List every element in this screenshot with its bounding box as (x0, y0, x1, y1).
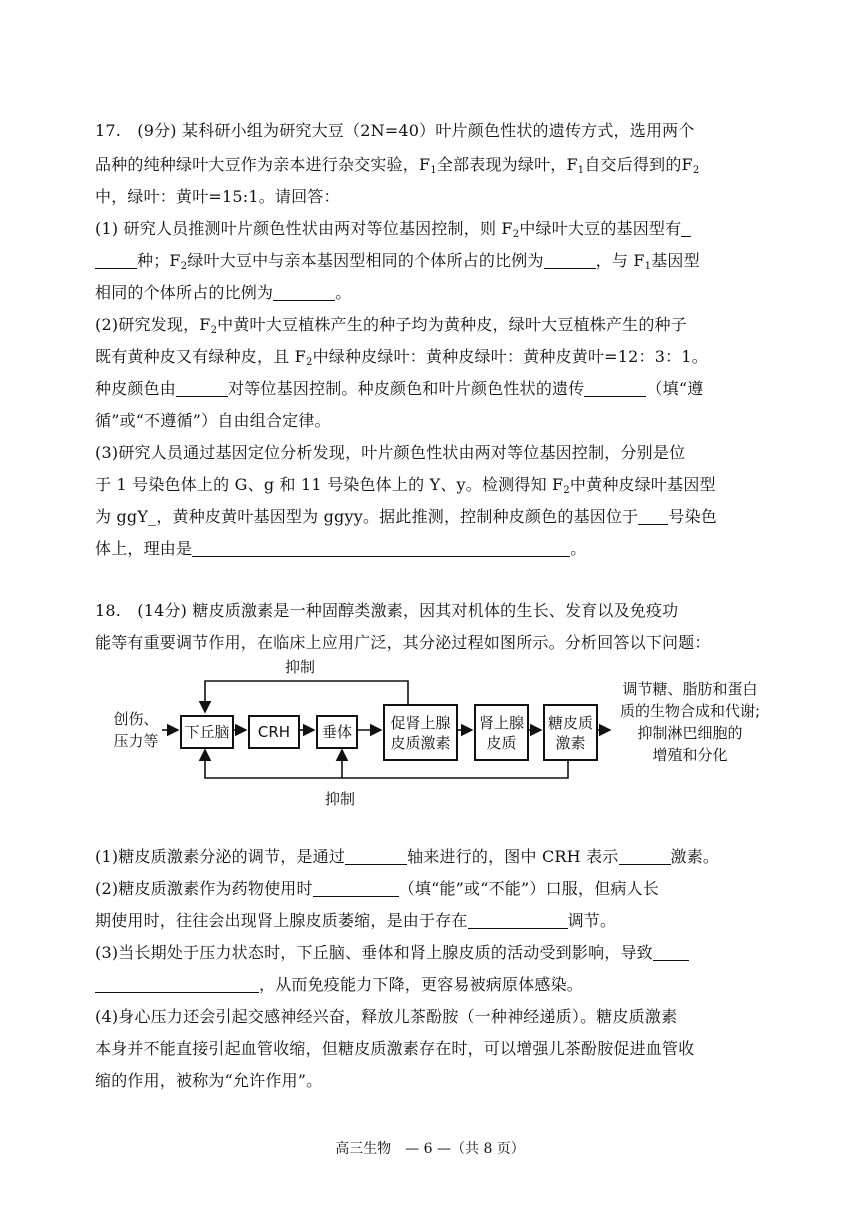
q17-part2-line-2: 既有黄种皮又有绿种皮，且 $F_2$中绿种皮绿叶：黄种皮绿叶：黄种皮黄叶=12：3：1。 (95, 347, 708, 368)
q17-part3-line-2: 于 1 号染色体上的 G、g 和 11 号染色体上的 Y、y。检测得知 $F_2$中黄种皮绿叶基因型 (95, 475, 716, 496)
acth-box: 促肾上腺 皮质激素 (383, 704, 458, 761)
q18-part3-line-2: ，从而免疫能力下降，更容易被病原体感染。 (95, 975, 583, 995)
q17-part3-line-4: 体上，理由是 。 (95, 539, 587, 558)
answer-blank[interactable] (176, 380, 228, 397)
q18-line-2: 能等有重要调节作用，在临床上应用广泛，其分泌过程如图所示。分析回答以下问题： (95, 633, 711, 652)
q17-part3-line-3: 为 ggY_，黄种皮黄叶基因型为 ggyy。据此推测，控制种皮颜色的基因位于 号染色 (95, 507, 717, 526)
glucocorticoid-box: 糖皮质 激素 (543, 704, 598, 761)
q18-part2-line-2: 期使用时，往往会出现肾上腺皮质萎缩，是由于存在 调节。 (95, 911, 617, 930)
answer-blank[interactable] (619, 848, 671, 865)
answer-blank[interactable] (313, 880, 399, 897)
q18-part2-line-1: (2)糖皮质激素作为药物使用时 （填“能”或“不能”）口服，但病人长 (95, 879, 659, 898)
q18-part4-line-2: 本身并不能直接引起血管收缩，但糖皮质激素存在时，可以增强儿茶酚胺促进血管收 (95, 1039, 695, 1058)
pituitary-box: 垂体 (316, 715, 358, 749)
adrenal-cortex-box: 肾上腺 皮质 (474, 704, 529, 761)
q17-part1-line-3: 相同的个体所占的比例为 。 (95, 283, 352, 302)
q17-line-1: 17. (9分) 某科研小组为研究大豆（2N=40）叶片颜色性状的遗传方式，选用两个 (95, 121, 695, 140)
q17-part1-line-1: (1) 研究人员推测叶片颜色性状由两对等位基因控制，则 $F_2$中绿叶大豆的基因型有 (95, 219, 691, 245)
answer-blank[interactable] (192, 540, 570, 557)
crh-box: CRH (248, 715, 300, 749)
answer-blank[interactable] (345, 848, 407, 865)
answer-blank[interactable] (638, 508, 668, 525)
hormone-regulation-diagram (110, 650, 770, 820)
answer-blank[interactable] (273, 284, 335, 301)
answer-blank[interactable] (653, 944, 689, 961)
answer-blank[interactable] (468, 912, 568, 929)
q18-part4-line-1: (4)身心压力还会引起交感神经兴奋，释放儿茶酚胺（一种神经递质）。糖皮质激素 (95, 1007, 678, 1026)
page-footer: 高三生物 — 6 —（共 8 页） (335, 1141, 525, 1157)
hypothalamus-box: 下丘脑 (180, 715, 234, 749)
effect-label: 调节糖、脂肪和蛋白 质的生物合成和代谢; 抑制淋巴细胞的 增殖和分化 (619, 680, 761, 764)
answer-blank[interactable] (95, 976, 259, 993)
q17-part2-line-1: (2)研究发现，$F_2$中黄叶大豆植株产生的种子均为黄种皮，绿叶大豆植株产生的种子 (95, 315, 687, 336)
input-label: 创伤、 压力等 (113, 710, 159, 750)
q17-part2-line-4: 循”或“不遵循”）自由组合定律。 (95, 411, 331, 430)
q17-part1-line-2: 种；$F_2$绿叶大豆中与亲本基因型相同的个体所占的比例为 ，与 $F_1$基因型 (95, 251, 700, 277)
q18-part4-line-3: 缩的作用，被称为“允许作用”。 (95, 1071, 323, 1090)
q17-line-2: 品种的纯种绿叶大豆作为亲本进行杂交实验，$F_1$全部表现为绿叶，$F_1$自交后得到的$F_2$ (95, 155, 700, 176)
inhibit-top-label: 抑制 (284, 658, 315, 676)
q18-line-1: 18. (14分) 糖皮质激素是一种固醇类激素，因其对机体的生长、发育以及免疫功 (95, 601, 679, 620)
inhibit-bottom-label: 抑制 (324, 790, 355, 808)
answer-blank[interactable] (584, 380, 646, 397)
q18-part3-line-1: (3)当长期处于压力状态时，下丘脑、垂体和肾上腺皮质的活动受到影响，导致 (95, 943, 689, 963)
answer-blank[interactable] (544, 252, 596, 269)
q17-line-3: 中，绿叶：黄叶=15:1。请回答： (95, 187, 340, 206)
q17-part3-line-1: (3)研究人员通过基因定位分析发现，叶片颜色性状由两对等位基因控制，分别是位 (95, 443, 686, 462)
answer-blank[interactable] (681, 220, 691, 237)
q17-part2-line-3: 种皮颜色由 对等位基因控制。种皮颜色和叶片颜色性状的遗传 （填“遵 (95, 379, 704, 398)
q18-part1: (1)糖皮质激素分泌的调节，是通过 轴来进行的，图中 CRH 表示 激素。 (95, 847, 720, 866)
answer-blank[interactable] (95, 252, 137, 269)
